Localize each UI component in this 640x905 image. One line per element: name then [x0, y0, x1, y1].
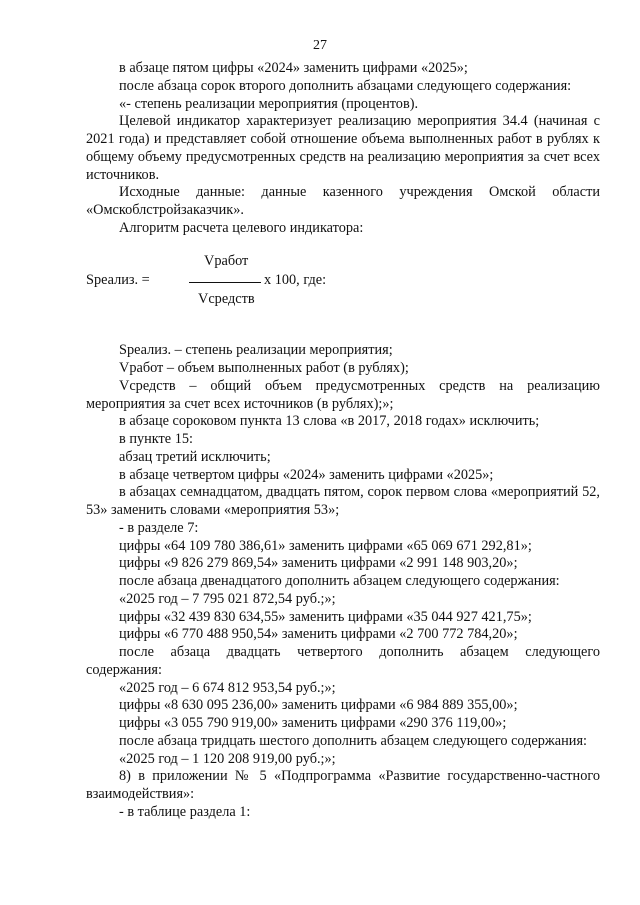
paragraph: «- степень реализации мероприятия (процентов).	[119, 95, 419, 112]
fraction-line	[189, 282, 261, 283]
formula	[86, 253, 600, 325]
paragraph: после абзаца тридцать шестого дополнить абзацем следующего содержания:	[119, 732, 587, 749]
paragraph: цифры «6 770 488 950,54» заменить цифрами «2 700 772 784,20»;	[119, 626, 518, 643]
paragraph: цифры «9 826 279 869,54» заменить цифрами «2 991 148 903,20»;	[119, 555, 518, 572]
paragraph: в абзаце пятом цифры «2024» заменить цифрами «2025»;	[119, 60, 468, 76]
paragraph: цифры «3 055 790 919,00» заменить цифрами «290 376 119,00»;	[119, 715, 507, 731]
paragraph: «2025 год – 1 120 208 919,00 руб.;»;	[119, 750, 336, 767]
page-number: 27	[313, 38, 327, 53]
paragraph: после абзаца сорок второго дополнить абзацами следующего содержания:	[119, 77, 572, 94]
blank-line	[86, 325, 600, 343]
paragraph: цифры «8 630 095 236,00» заменить цифрами «6 984 889 355,00»;	[119, 697, 518, 714]
paragraph: Исходные данные: данные казенного учреждения Омской области «Омскоблстройзаказчик».	[86, 184, 600, 218]
paragraph: Vсредств – общий объем предусмотренных средств на реализацию мероприятия за счет всех источников (в рублях);»;	[86, 377, 600, 412]
paragraph: в абзаце четвертом цифры «2024» заменить цифрами «2025»;	[119, 466, 494, 483]
paragraph: 8) в приложении № 5 «Подпрограмма «Развитие государственно-частного взаимодействия»:	[86, 768, 600, 802]
paragraph: после абзаца двадцать четвертого дополнить абзацем следующего содержания:	[86, 644, 600, 678]
paragraph: «2025 год – 7 795 021 872,54 руб.;»;	[119, 590, 336, 607]
paragraph: цифры «32 439 830 634,55» заменить цифрами «35 044 927 421,75»;	[119, 608, 532, 625]
formula-numerator: Vработ	[204, 252, 249, 269]
paragraph: в абзаце сороковом пункта 13 слова «в 2017, 2018 годах» исключить;	[119, 413, 540, 430]
formula-denominator: Vсредств	[198, 290, 255, 307]
paragraph: Целевой индикатор характеризует реализацию мероприятия 34.4 (начиная с 2021 года) и представляет собой отношение объема выполненных работ в рублях к общему объему предусмотренных средств на реализацию мероприятия за счет всех источников.	[86, 113, 600, 183]
paragraph: - в разделе 7:	[119, 519, 199, 536]
paragraph: в пункте 15:	[119, 431, 193, 447]
formula-lhs: Sреализ. =	[86, 271, 150, 288]
paragraph: после абзаца двенадцатого дополнить абзацем следующего содержания:	[119, 573, 560, 589]
paragraph: цифры «64 109 780 386,61» заменить цифрами «65 069 671 292,81»;	[119, 537, 532, 554]
paragraph: в абзацах семнадцатом, двадцать пятом, сорок первом слова «мероприятий 52, 53» заменить словами «мероприятия 53»;	[86, 484, 600, 518]
paragraph: Алгоритм расчета целевого индикатора:	[119, 219, 364, 236]
paragraph: - в таблице раздела 1:	[119, 803, 251, 820]
paragraph: Sреализ. – степень реализации мероприятия;	[119, 342, 393, 359]
paragraph: «2025 год – 6 674 812 953,54 руб.;»;	[119, 679, 336, 696]
document-body	[86, 60, 600, 822]
formula-rhs: х 100, где:	[264, 271, 327, 288]
paragraph: Vработ – объем выполненных работ (в рублях);	[119, 360, 409, 376]
paragraph: абзац третий исключить;	[119, 448, 271, 465]
